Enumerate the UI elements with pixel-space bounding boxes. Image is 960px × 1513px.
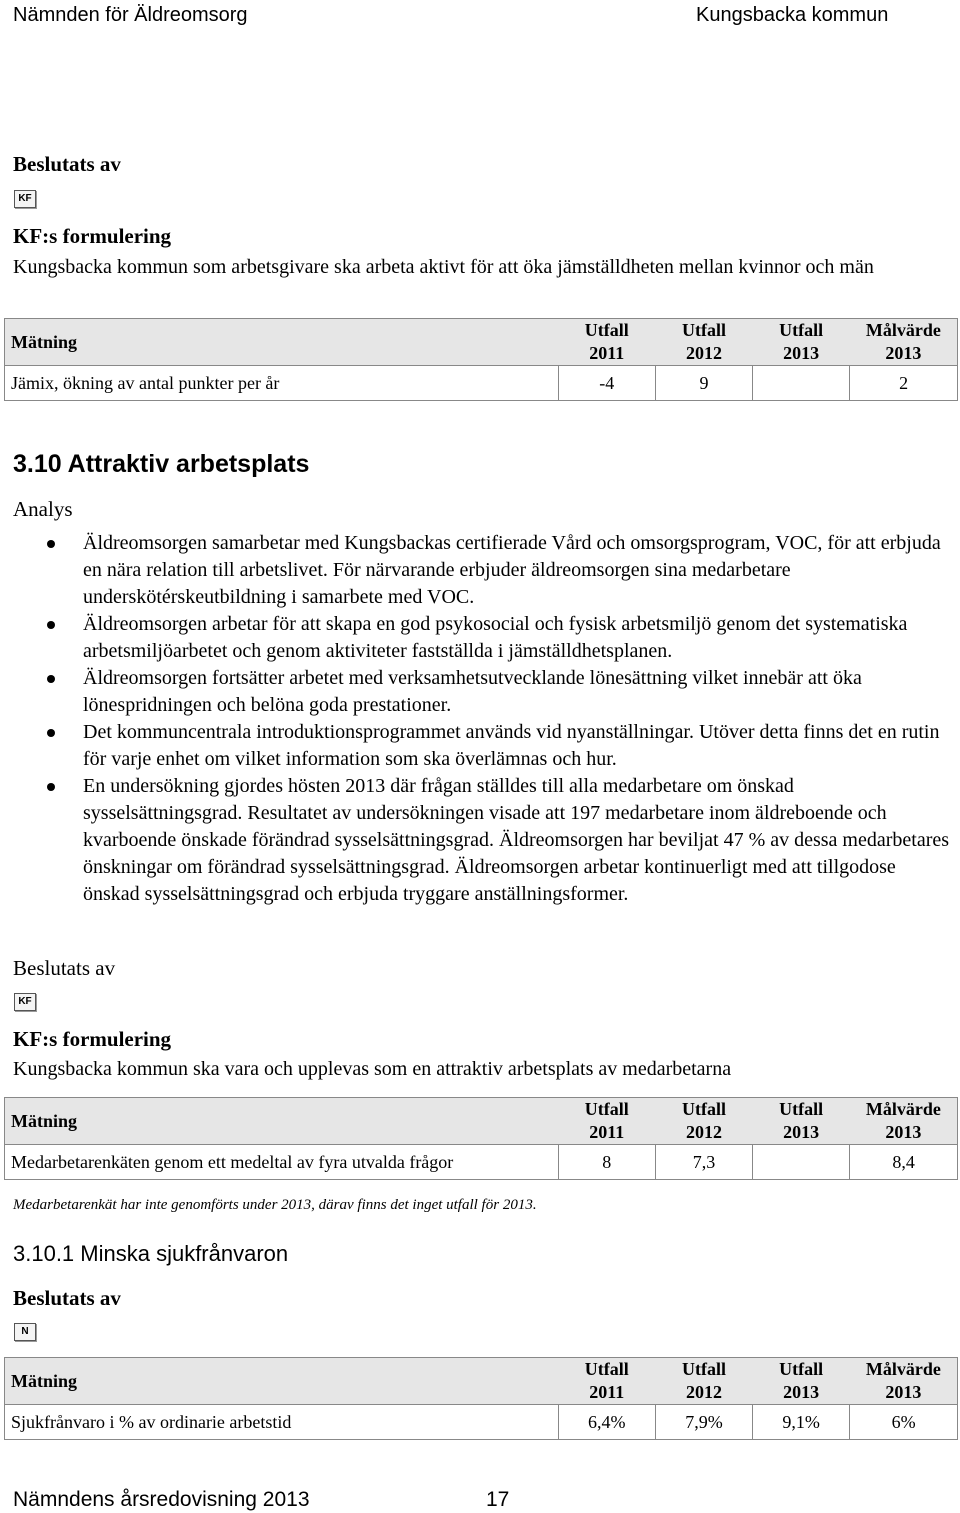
table-cell bbox=[753, 366, 850, 401]
beslutats-label: Beslutats av bbox=[13, 956, 116, 980]
table-row bbox=[5, 1145, 958, 1180]
list-item: En undersökning gjordes hösten 2013 där frågan ställdes till alla medarbetare om önskad sysselsättningsgrad. Resultatet av undersökningen visade att 197 medarbetare inom äldreboende och kvarboende önskade förändrad sysselsättningsgrad. Äldreomsorgen har beviljat 47 % av dessa medarbetares önskningar om förändrad sysselsättningsgrad. Äldreomsorgen arbetar kontinuerligt med att tillgodose önskad sysselsättningsgrad och erbjuda tryggare anställningsformer. bbox=[40, 773, 955, 908]
col-header: Målvärde 2013 bbox=[865, 1099, 941, 1142]
table-cell: -4 bbox=[558, 366, 655, 401]
measurement-table-3 bbox=[4, 1357, 958, 1440]
beslutats-label: Beslutats av bbox=[13, 1286, 121, 1310]
page-number: 17 bbox=[486, 1488, 510, 1511]
bullet-icon bbox=[47, 783, 55, 791]
kf-icon: KF bbox=[14, 993, 36, 1011]
col-header: Mätning bbox=[11, 1370, 78, 1391]
col-header: Utfall 2011 bbox=[584, 1099, 629, 1142]
section-heading: 3.10 Attraktiv arbetsplats bbox=[13, 450, 310, 478]
col-header: Mätning bbox=[11, 1110, 78, 1131]
table-cell: 7,3 bbox=[655, 1145, 752, 1180]
bullet-icon bbox=[47, 621, 55, 629]
list-item: Det kommuncentrala introduktionsprogrammet används vid nyanställningar. Utöver detta finns det en rutin för varje enhet om vilket information som ska överlämnas och hur. bbox=[40, 719, 955, 773]
col-header: Mätning bbox=[11, 331, 78, 352]
kf-text: Kungsbacka kommun som arbetsgivare ska arbeta aktivt för att öka jämställdheten mellan kvinnor och män bbox=[13, 256, 874, 278]
col-header: Utfall 2013 bbox=[779, 1359, 824, 1402]
header-left: Nämnden för Äldreomsorg bbox=[13, 4, 248, 26]
table-row bbox=[5, 366, 958, 401]
kf-label: KF:s formulering bbox=[13, 224, 172, 248]
kf-icon: KF bbox=[14, 190, 36, 208]
table-cell: 9 bbox=[655, 366, 752, 401]
col-header: Utfall 2013 bbox=[779, 1099, 824, 1142]
table-cell: 7,9% bbox=[655, 1405, 752, 1440]
table-header-row bbox=[5, 1358, 958, 1405]
kf-label: KF:s formulering bbox=[13, 1027, 172, 1051]
table-cell: 2 bbox=[850, 366, 958, 401]
measurement-table-2 bbox=[4, 1097, 958, 1180]
col-header: Utfall 2012 bbox=[681, 1099, 726, 1142]
bullet-icon bbox=[47, 729, 55, 737]
col-header: Målvärde 2013 bbox=[865, 1359, 941, 1402]
table-cell: Sjukfrånvaro i % av ordinarie arbetstid bbox=[5, 1405, 559, 1440]
table-cell: Jämix, ökning av antal punkter per år bbox=[5, 366, 559, 401]
table-note: Medarbetarenkät har inte genomförts under 2013, därav finns det inget utfall för 2013. bbox=[13, 1197, 537, 1213]
col-header: Utfall 2011 bbox=[584, 320, 629, 363]
table-header-row bbox=[5, 1098, 958, 1145]
bullet-icon bbox=[47, 675, 55, 683]
analys-label: Analys bbox=[13, 497, 73, 521]
header-right: Kungsbacka kommun bbox=[696, 4, 889, 26]
col-header: Utfall 2013 bbox=[779, 320, 824, 363]
list-item: Äldreomsorgen samarbetar med Kungsbackas certifierade Vård och omsorgsprogram, VOC, för att erbjuda en nära relation till arbetslivet. För närvarande erbjuder äldreomsorgen sina medarbetare underskötérskeutbildning i samarbete med VOC. bbox=[40, 530, 955, 611]
table-header-row bbox=[5, 319, 958, 366]
list-item: Äldreomsorgen arbetar för att skapa en god psykosocial och fysisk arbetsmiljö genom det systematiska arbetsmiljöarbetet och genom aktiviteter fastställda i jämställdhetsplanen. bbox=[40, 611, 955, 665]
col-header: Utfall 2011 bbox=[584, 1359, 629, 1402]
subsection-heading: 3.10.1 Minska sjukfrånvaron bbox=[13, 1241, 289, 1266]
kf-text: Kungsbacka kommun ska vara och upplevas som en attraktiv arbetsplats av medarbetarna bbox=[13, 1058, 732, 1080]
beslutats-label: Beslutats av bbox=[13, 152, 121, 176]
table-cell: 6,4% bbox=[558, 1405, 655, 1440]
footer-title: Nämndens årsredovisning 2013 bbox=[13, 1488, 310, 1511]
table-cell: Medarbetarenkäten genom ett medeltal av fyra utvalda frågor bbox=[5, 1145, 559, 1180]
table-cell bbox=[753, 1145, 850, 1180]
table-cell: 9,1% bbox=[753, 1405, 850, 1440]
n-icon: N bbox=[14, 1323, 36, 1341]
col-header: Målvärde 2013 bbox=[865, 320, 941, 363]
measurement-table-1 bbox=[4, 318, 958, 401]
table-cell: 6% bbox=[850, 1405, 958, 1440]
table-row bbox=[5, 1405, 958, 1440]
list-item: Äldreomsorgen fortsätter arbetet med verksamhetsutvecklande lönesättning vilket innebär att öka lönespridningen och belöna goda prestationer. bbox=[40, 665, 955, 719]
col-header: Utfall 2012 bbox=[681, 1359, 726, 1402]
col-header: Utfall 2012 bbox=[681, 320, 726, 363]
table-cell: 8,4 bbox=[850, 1145, 958, 1180]
table-cell: 8 bbox=[558, 1145, 655, 1180]
analys-bullet-list bbox=[40, 530, 955, 908]
bullet-icon bbox=[47, 540, 55, 548]
